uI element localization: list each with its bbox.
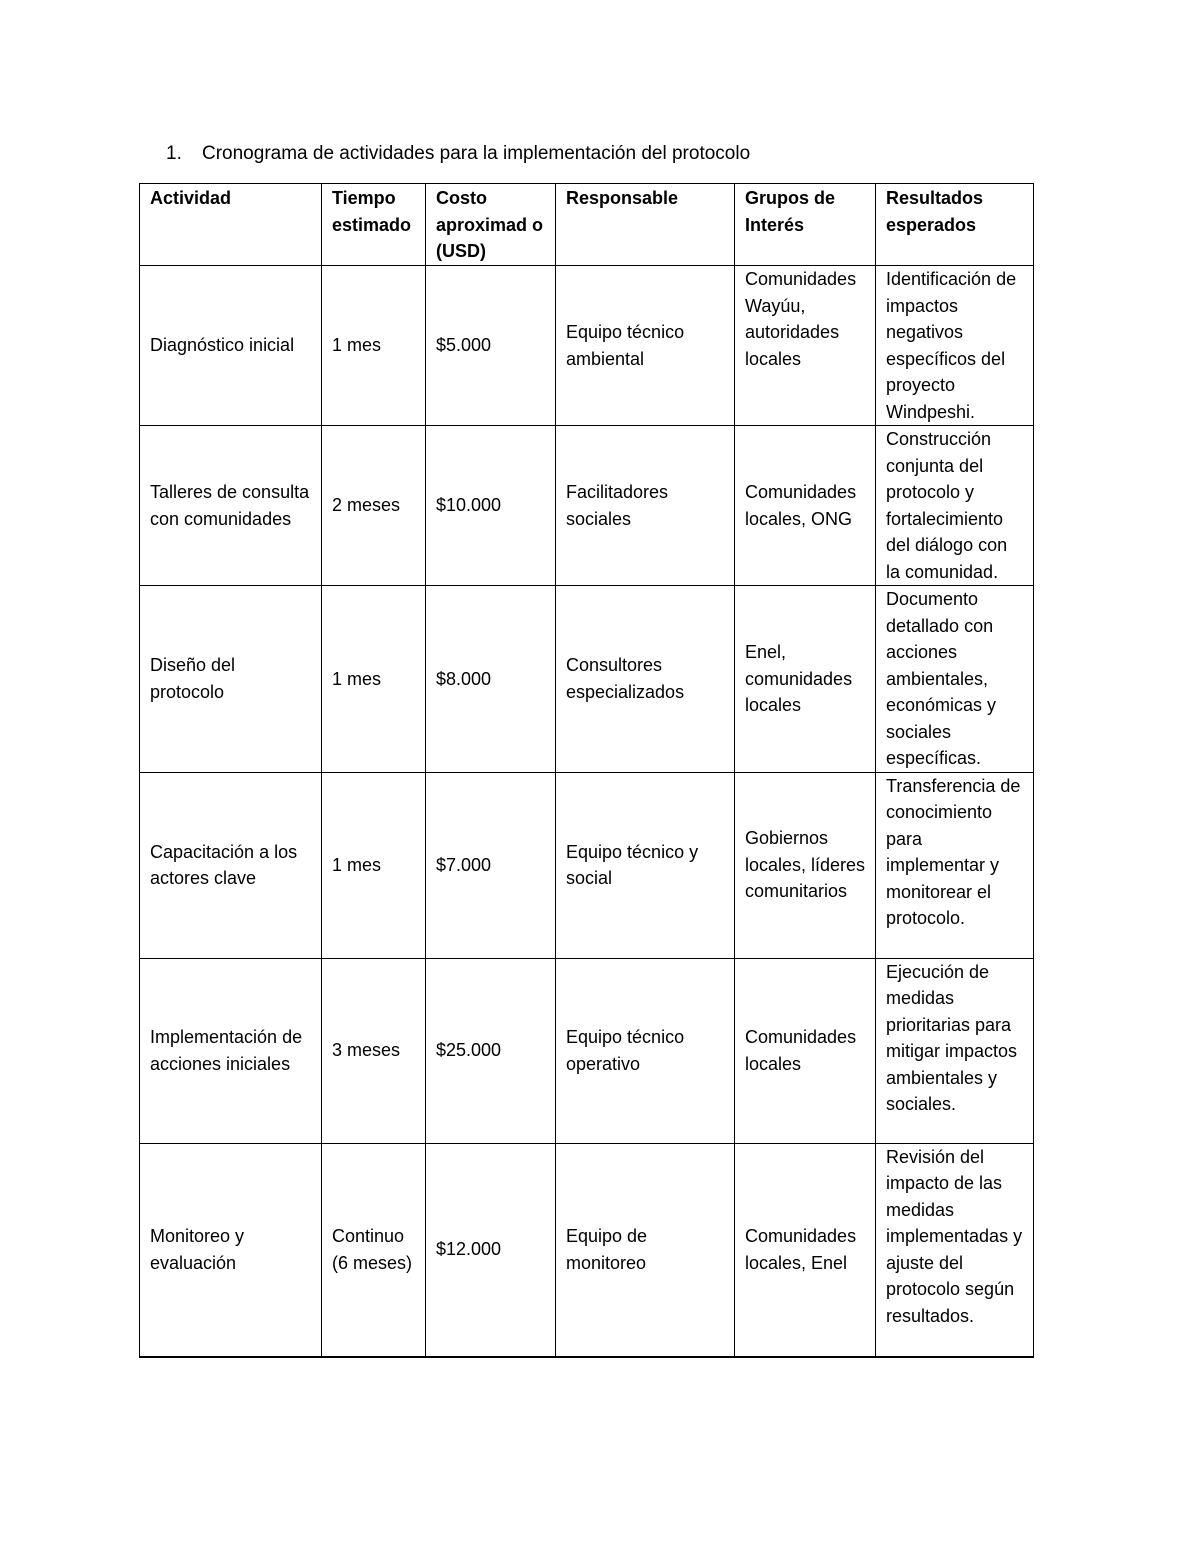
activity-schedule-table [139, 183, 1034, 1358]
cell-grupos: Comunidades locales [735, 958, 876, 1143]
cell-responsable: Equipo técnico operativo [556, 958, 735, 1143]
cell-resultados: Transferencia de conocimiento para implementar y monitorear el protocolo. [876, 772, 1034, 958]
cell-tiempo: 3 meses [322, 958, 426, 1143]
section-heading [166, 141, 750, 167]
cell-resultados: Construcción conjunta del protocolo y fortalecimiento del diálogo con la comunidad. [876, 426, 1034, 586]
table-row [140, 426, 1034, 586]
cell-costo: $5.000 [426, 266, 556, 426]
cell-actividad: Capacitación a los actores clave [140, 772, 322, 958]
cell-grupos: Comunidades locales, ONG [735, 426, 876, 586]
header-actividad: Actividad [140, 184, 322, 266]
table-row [140, 958, 1034, 1143]
cell-resultados: Documento detallado con acciones ambientales, económicas y sociales específicas. [876, 586, 1034, 773]
cell-resultados: Identificación de impactos negativos específicos del proyecto Windpeshi. [876, 266, 1034, 426]
cell-resultados: Ejecución de medidas prioritarias para mitigar impactos ambientales y sociales. [876, 958, 1034, 1143]
cell-responsable: Equipo técnico ambiental [556, 266, 735, 426]
cell-responsable: Consultores especializados [556, 586, 735, 773]
cell-actividad: Diagnóstico inicial [140, 266, 322, 426]
cell-actividad: Monitoreo y evaluación [140, 1143, 322, 1357]
cell-grupos: Comunidades locales, Enel [735, 1143, 876, 1357]
header-costo: Costo aproximad o (USD) [426, 184, 556, 266]
cell-costo: $10.000 [426, 426, 556, 586]
table-row [140, 266, 1034, 426]
cell-responsable: Equipo técnico y social [556, 772, 735, 958]
cell-resultados: Revisión del impacto de las medidas implementadas y ajuste del protocolo según resultados. [876, 1143, 1034, 1357]
cell-actividad: Talleres de consulta con comunidades [140, 426, 322, 586]
cell-actividad: Diseño del protocolo [140, 586, 322, 773]
cell-responsable: Equipo de monitoreo [556, 1143, 735, 1357]
header-responsable: Responsable [556, 184, 735, 266]
header-grupos-de-interes: Grupos de Interés [735, 184, 876, 266]
table-row [140, 1143, 1034, 1357]
cell-costo: $7.000 [426, 772, 556, 958]
table-header-row [140, 184, 1034, 266]
table-row [140, 772, 1034, 958]
heading-text: Cronograma de actividades para la implementación del protocolo [202, 143, 751, 164]
cell-costo: $8.000 [426, 586, 556, 773]
cell-costo: $25.000 [426, 958, 556, 1143]
cell-actividad: Implementación de acciones iniciales [140, 958, 322, 1143]
cell-tiempo: Continuo (6 meses) [322, 1143, 426, 1357]
cell-tiempo: 1 mes [322, 772, 426, 958]
cell-grupos: Enel, comunidades locales [735, 586, 876, 773]
cell-costo: $12.000 [426, 1143, 556, 1357]
cell-grupos: Comunidades Wayúu, autoridades locales [735, 266, 876, 426]
cell-tiempo: 1 mes [322, 586, 426, 773]
header-tiempo-estimado: Tiempo estimado [322, 184, 426, 266]
header-resultados-esperados: Resultados esperados [876, 184, 1034, 266]
list-number: 1. [166, 143, 182, 164]
cell-tiempo: 2 meses [322, 426, 426, 586]
cell-tiempo: 1 mes [322, 266, 426, 426]
cell-responsable: Facilitadores sociales [556, 426, 735, 586]
cell-grupos: Gobiernos locales, líderes comunitarios [735, 772, 876, 958]
table-row [140, 586, 1034, 773]
